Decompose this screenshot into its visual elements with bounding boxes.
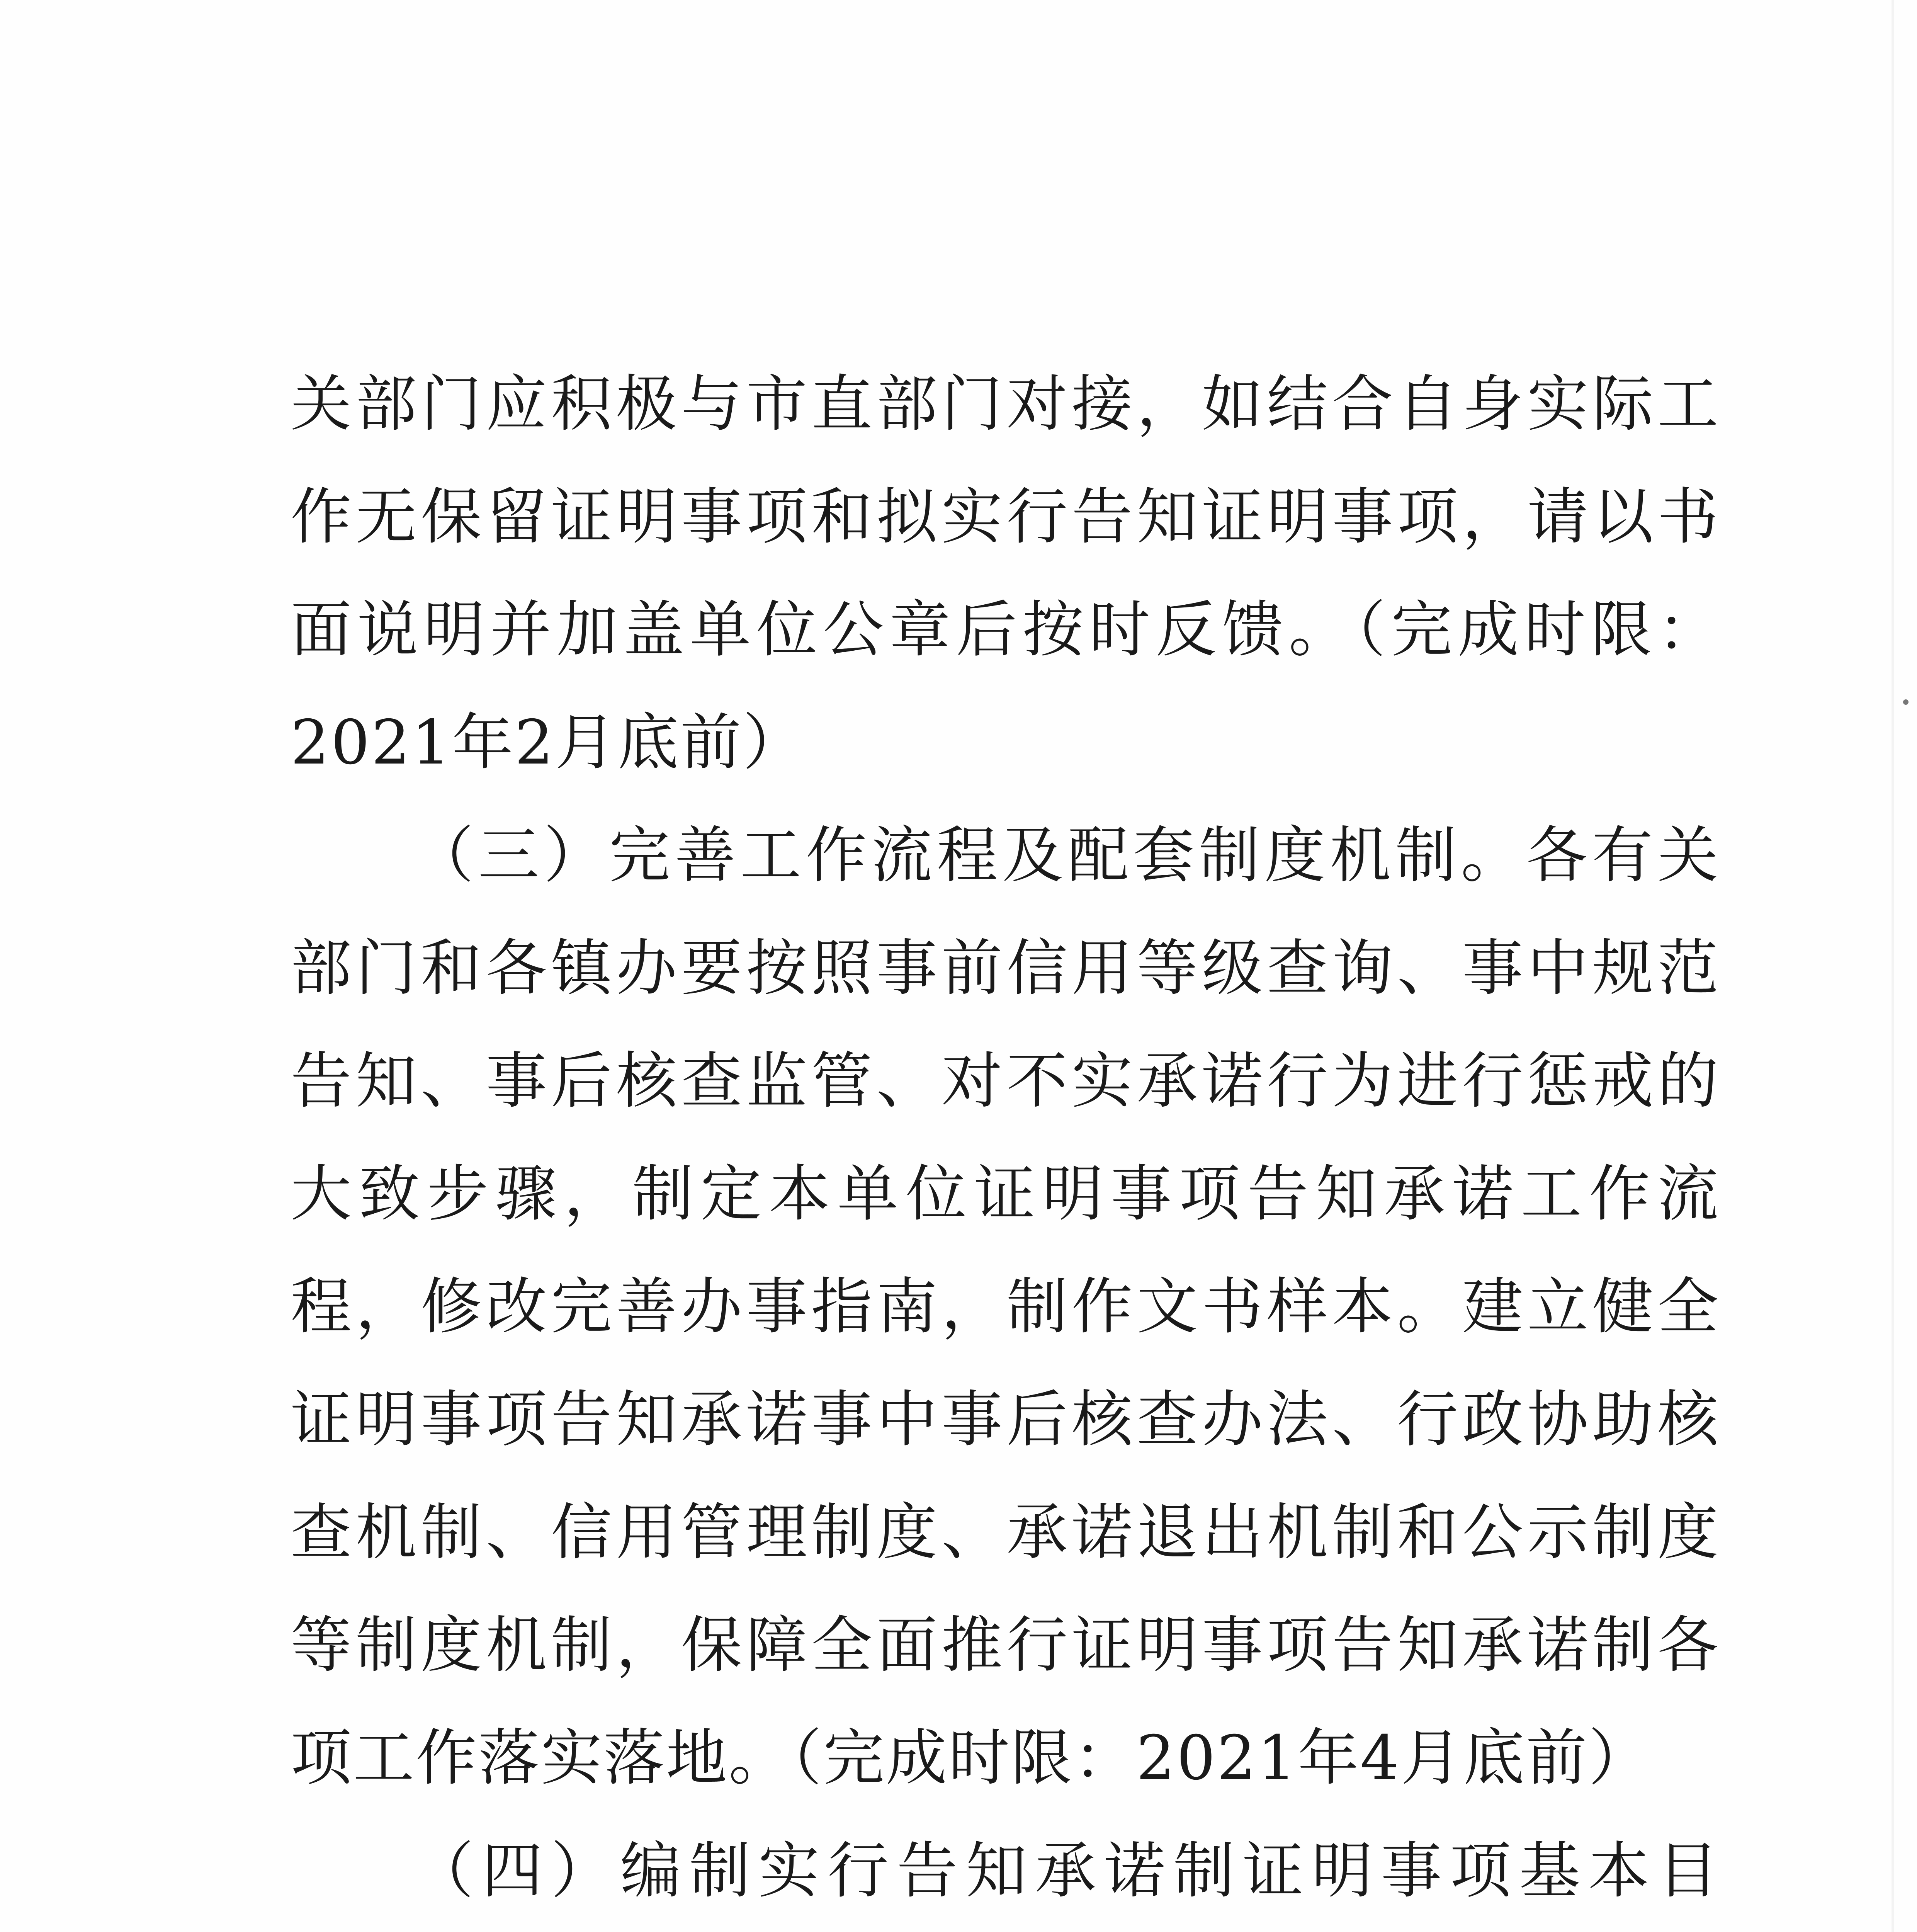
section-heading: （三）完善工作流程及配套制度机制。 bbox=[413, 820, 1526, 891]
scan-speck bbox=[1903, 699, 1909, 705]
paragraph-text: 关部门应积极与市直部门对接，如结合自身实际工作无保留证明事项和拟实行告知证明事项，请以书面说明并加盖单位公章后按时反馈。（完成时限：2021年2月底前） bbox=[291, 369, 1720, 778]
paragraph-text: 各有关部门和各镇办要按照事前信用等级查询、事中规范告知、事后核查监管、对不实承诺行为进行惩戒的大致步骤，制定本单位证明事项告知承诺工作流程，修改完善办事指南，制作文书样本。建立健全证明事项告知承诺事中事后核查办法、行政协助核查机制、信用管理制度、承诺退出机制和公示制度等制度机制，保障全面推行证明事项告知承诺制各项工作落实落地。（完成时限：2021年4月底前） bbox=[291, 820, 1720, 1794]
paragraph-section-4 bbox=[291, 1815, 1720, 1932]
paragraph-continuation bbox=[291, 348, 1720, 799]
scan-edge-line bbox=[1892, 0, 1894, 1932]
section-heading: （四）编制实行告知承诺制证明事项基本目 bbox=[413, 1835, 1720, 1906]
document-body bbox=[291, 348, 1720, 1932]
paragraph-section-3 bbox=[291, 799, 1720, 1815]
